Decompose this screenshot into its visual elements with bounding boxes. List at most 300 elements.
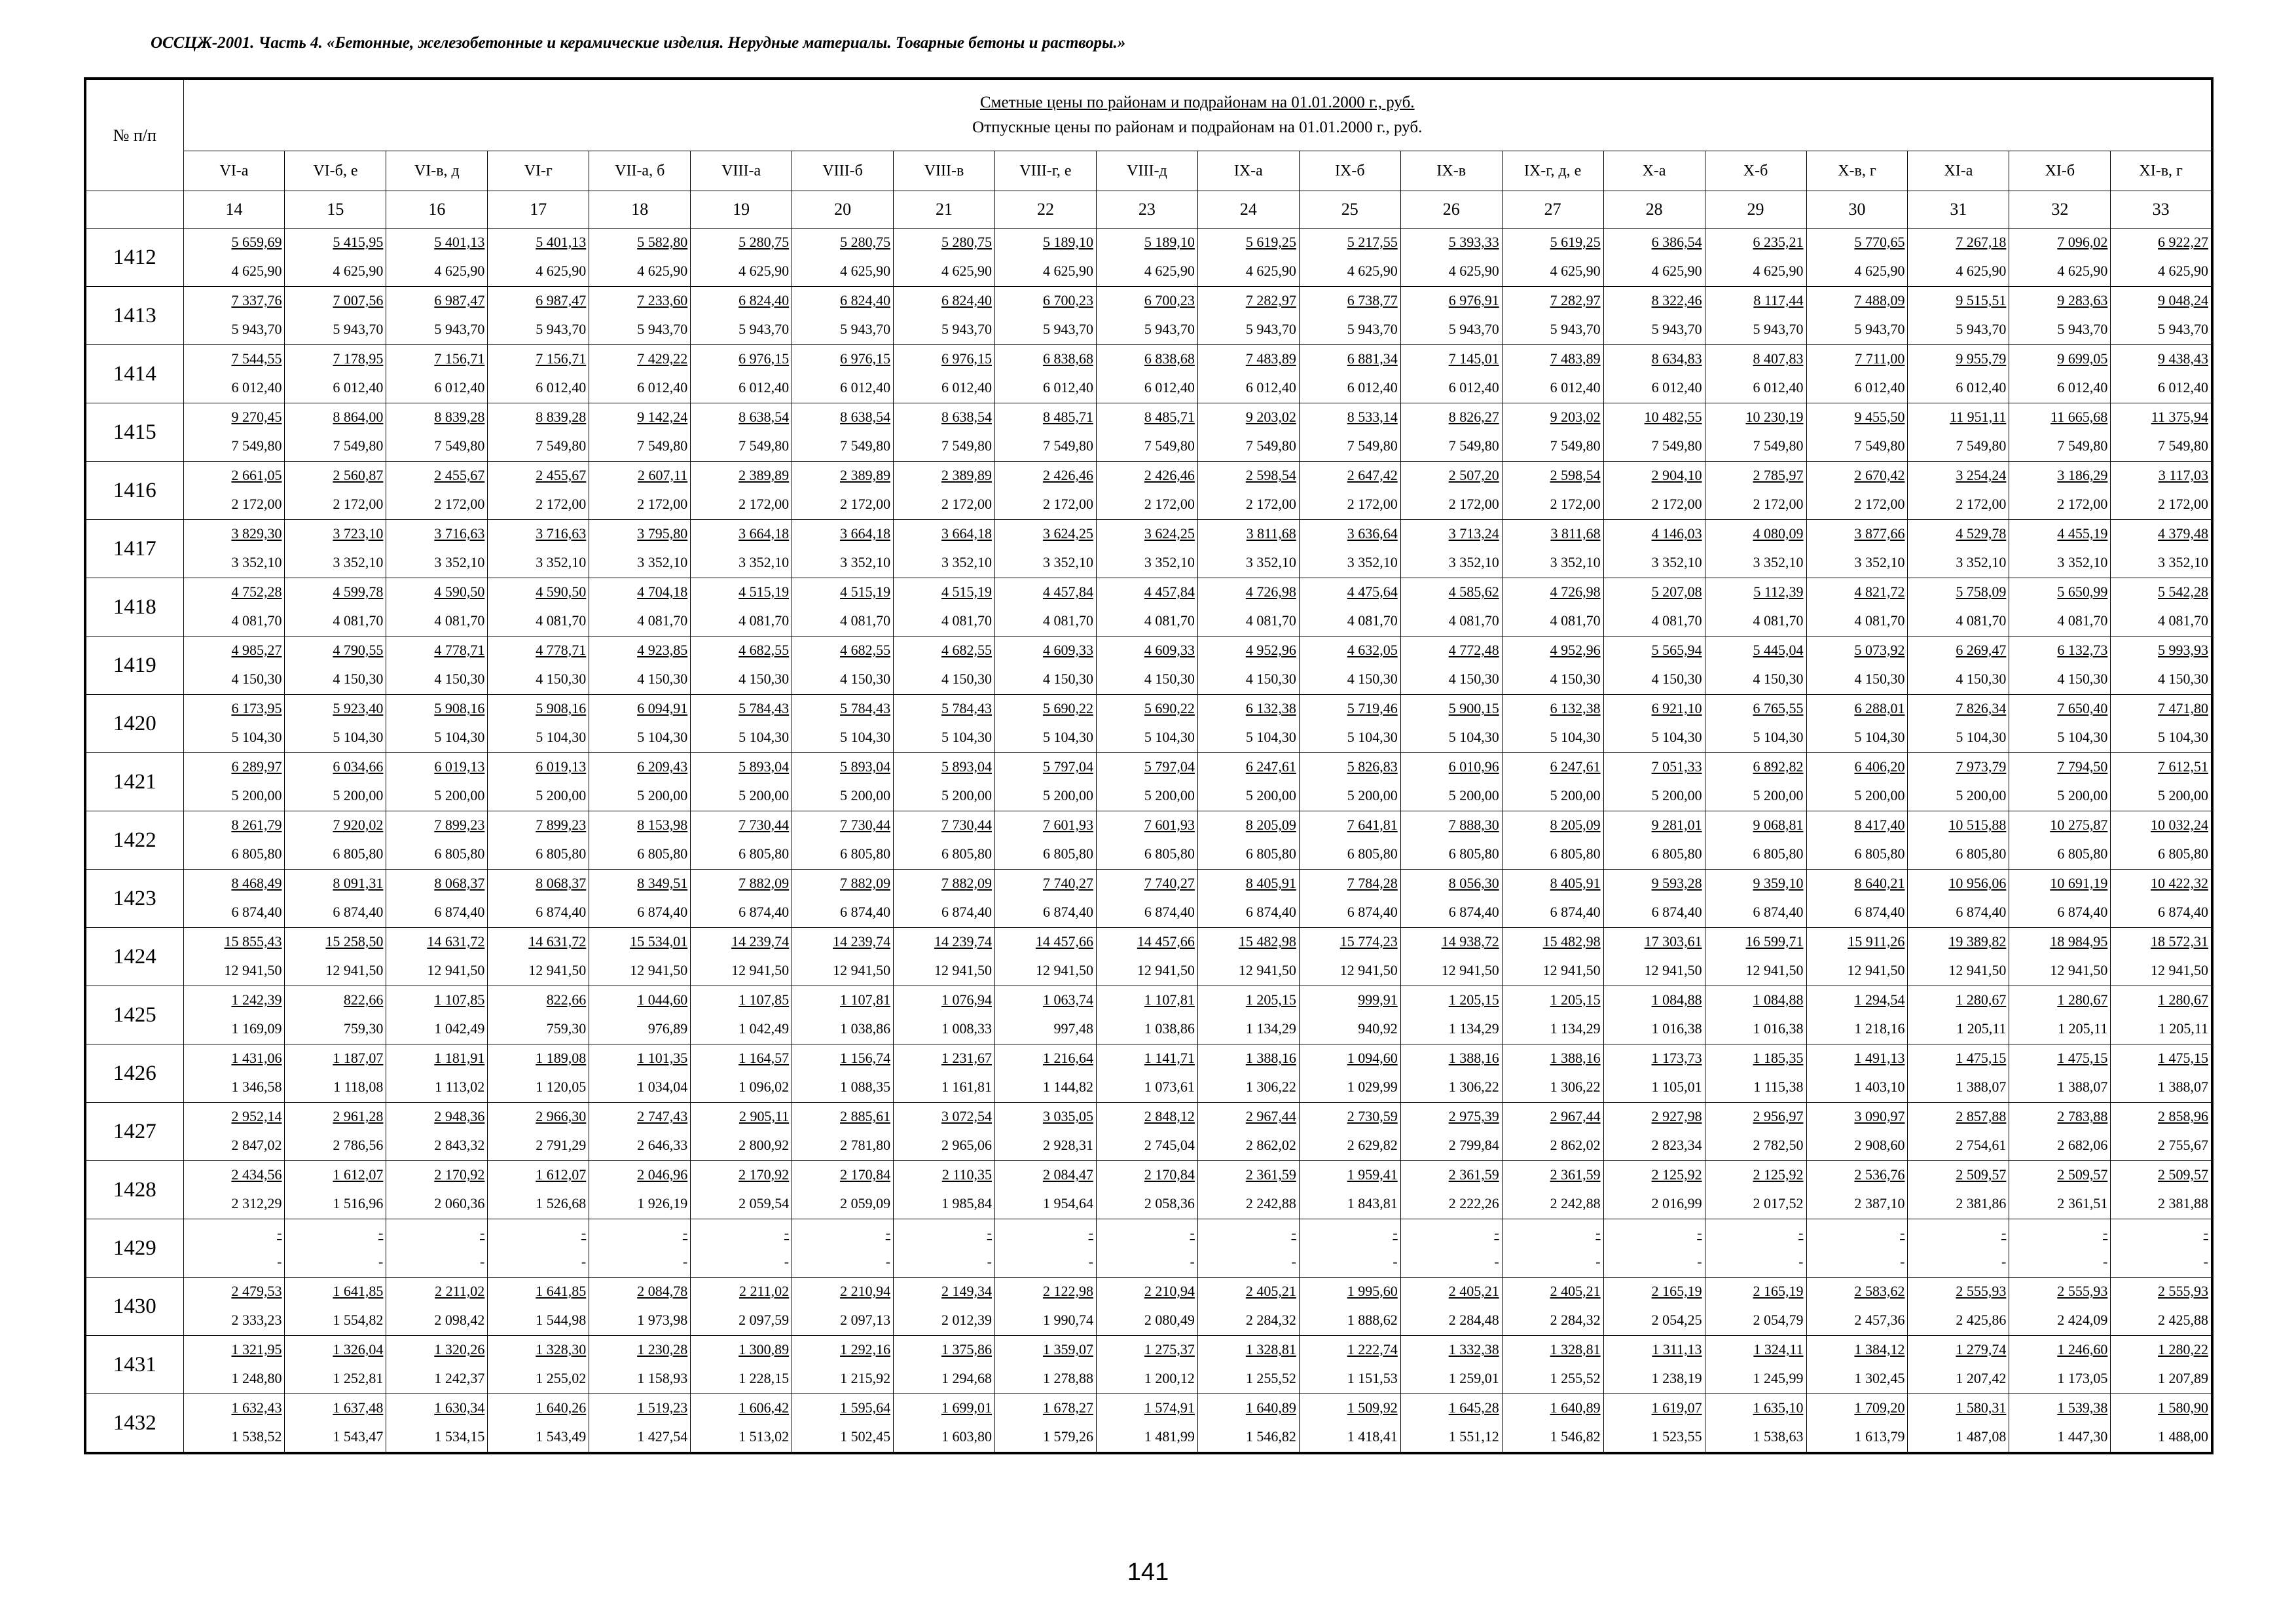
price-cell (995, 695, 1097, 753)
release-price: 4 150,30 (1956, 671, 2007, 687)
release-price: 6 805,80 (840, 845, 891, 862)
price-cell (386, 403, 488, 462)
estimated-price: 6 765,55 (1753, 700, 1804, 716)
price-cell (1197, 1103, 1299, 1161)
price-cell (1502, 403, 1603, 462)
estimated-price: 5 401,13 (434, 234, 485, 250)
release-price: 6 805,80 (1651, 845, 1702, 862)
price-cell (2009, 462, 2111, 520)
release-price: 12 941,50 (2151, 962, 2208, 978)
estimated-price: 1 635,10 (1753, 1399, 1804, 1416)
table-row (85, 462, 2212, 520)
release-price: 6 874,40 (2158, 904, 2208, 920)
price-cell (995, 345, 1097, 403)
release-price: - (1798, 1253, 1804, 1270)
price-cell (386, 462, 488, 520)
estimated-price: 5 393,33 (1448, 234, 1499, 250)
price-cell (2111, 753, 2212, 811)
release-price: 6 012,40 (1550, 379, 1601, 396)
release-price: 2 172,00 (1956, 496, 2007, 512)
price-cell (1908, 870, 2009, 928)
estimated-price: 6 976,91 (1448, 292, 1499, 308)
estimated-price: 5 280,75 (840, 234, 891, 250)
price-cell (1603, 695, 1705, 753)
price-cell (894, 637, 995, 695)
table-row (85, 1044, 2212, 1103)
estimated-price: 6 976,15 (738, 350, 790, 367)
release-price: 2 172,00 (1347, 496, 1398, 512)
price-cell (1603, 1336, 1705, 1394)
region-header: VIII-в (894, 151, 995, 191)
price-cell (1502, 345, 1603, 403)
price-cell (2009, 870, 2111, 928)
estimated-price: 7 784,28 (1347, 875, 1398, 891)
price-cell (1705, 1336, 1806, 1394)
price-cell (1299, 1278, 1400, 1336)
estimated-price: 2 905,11 (738, 1108, 790, 1124)
release-price: 4 081,70 (1042, 612, 1093, 629)
release-price: 3 352,10 (1956, 554, 2007, 570)
estimated-price: 8 117,44 (1753, 292, 1804, 308)
release-price: 5 200,00 (637, 787, 688, 803)
price-cell (1603, 637, 1705, 695)
price-cell (1705, 1219, 1806, 1278)
release-price: 2 016,99 (1651, 1195, 1702, 1211)
estimated-price: - (682, 1225, 688, 1241)
estimated-price: 6 922,27 (2158, 234, 2208, 250)
estimated-price: 5 900,15 (1448, 700, 1499, 716)
release-price: 2 284,48 (1448, 1312, 1499, 1328)
release-price: 7 549,80 (2158, 437, 2208, 454)
release-price: 6 874,40 (1550, 904, 1601, 920)
estimated-price: 1 645,28 (1448, 1399, 1499, 1416)
estimated-price: - (1088, 1225, 1093, 1241)
estimated-price: 2 479,53 (231, 1283, 282, 1299)
release-price: 1 096,02 (738, 1079, 790, 1095)
price-cell (2111, 695, 2212, 753)
price-cell (488, 1278, 589, 1336)
price-cell (1400, 1044, 1502, 1103)
estimated-price: 4 682,55 (738, 642, 790, 658)
price-cell (1096, 1394, 1197, 1454)
release-price: 2 172,00 (941, 496, 992, 512)
release-price: - (1393, 1253, 1398, 1270)
price-cell (285, 1161, 386, 1219)
release-price: 4 625,90 (2158, 263, 2208, 279)
release-price: 6 012,40 (333, 379, 384, 396)
estimated-price: 2 170,92 (434, 1166, 485, 1183)
estimated-price: 4 778,71 (434, 642, 485, 658)
price-cell (1806, 1044, 1908, 1103)
estimated-price: 5 542,28 (2158, 583, 2208, 600)
release-price: 2 222,26 (1448, 1195, 1499, 1211)
price-cell (894, 928, 995, 986)
price-cell (691, 928, 792, 986)
release-price: 3 352,10 (1448, 554, 1499, 570)
price-cell (995, 1278, 1097, 1336)
price-cell (1806, 1103, 1908, 1161)
price-cell (1400, 695, 1502, 753)
price-cell (1299, 1336, 1400, 1394)
estimated-price: 1 630,34 (434, 1399, 485, 1416)
estimated-price: 1 475,15 (2158, 1050, 2208, 1066)
release-price: 5 200,00 (1245, 787, 1296, 803)
release-price: 1 238,19 (1651, 1370, 1702, 1386)
release-price: 1 346,58 (231, 1079, 282, 1095)
release-price: 6 012,40 (637, 379, 688, 396)
price-cell (386, 928, 488, 986)
release-price: 1 990,74 (1042, 1312, 1093, 1328)
estimated-price: 5 908,16 (536, 700, 587, 716)
release-price: 5 104,30 (738, 729, 790, 745)
release-price: 6 874,40 (840, 904, 891, 920)
price-cell (792, 1161, 894, 1219)
estimated-price: 6 132,73 (2057, 642, 2108, 658)
price-cell (1096, 1336, 1197, 1394)
estimated-price: 7 483,89 (1245, 350, 1296, 367)
release-price: 1 245,99 (1753, 1370, 1804, 1386)
price-cell (1400, 753, 1502, 811)
release-price: 5 200,00 (1651, 787, 1702, 803)
release-price: 5 104,30 (1347, 729, 1398, 745)
release-price: 6 805,80 (536, 845, 587, 862)
release-price: 5 200,00 (1550, 787, 1601, 803)
price-cell (1908, 1044, 2009, 1103)
estimated-price: 3 664,18 (941, 525, 992, 542)
price-cell (1603, 870, 1705, 928)
price-cell (285, 287, 386, 345)
estimated-price: 4 379,48 (2158, 525, 2208, 542)
estimated-price: 5 565,94 (1651, 642, 1702, 658)
price-cell (1806, 462, 1908, 520)
estimated-price: 7 920,02 (333, 817, 384, 833)
estimated-price: 2 125,92 (1753, 1166, 1804, 1183)
estimated-price: 14 239,74 (934, 933, 992, 950)
price-cell (1400, 1394, 1502, 1454)
row-number: 1423 (85, 870, 183, 928)
column-number: 32 (2009, 191, 2111, 229)
price-cell (1603, 753, 1705, 811)
price-cell (285, 1394, 386, 1454)
release-price: 2 172,00 (738, 496, 790, 512)
estimated-price: 14 239,74 (731, 933, 790, 950)
estimated-price: 7 601,93 (1144, 817, 1195, 833)
price-cell (183, 345, 285, 403)
price-cell (2111, 1278, 2212, 1336)
price-cell (183, 1336, 285, 1394)
price-cell (995, 870, 1097, 928)
release-price: 1 042,49 (434, 1020, 485, 1037)
release-price: 4 150,30 (1854, 671, 1905, 687)
estimated-price: 1 509,92 (1347, 1399, 1398, 1416)
release-price: 2 058,36 (1144, 1195, 1195, 1211)
release-price: 7 549,80 (1144, 437, 1195, 454)
estimated-price: 2 661,05 (231, 467, 282, 483)
estimated-price: 2 961,28 (333, 1108, 384, 1124)
release-price: 4 625,90 (1550, 263, 1601, 279)
estimated-price: 4 952,96 (1550, 642, 1601, 658)
release-price: 4 150,30 (1245, 671, 1296, 687)
region-header: VI-а (183, 151, 285, 191)
estimated-price: 2 967,44 (1245, 1108, 1296, 1124)
release-price: 4 150,30 (738, 671, 790, 687)
price-cell (792, 753, 894, 811)
estimated-price: 5 784,43 (840, 700, 891, 716)
estimated-price: 2 361,59 (1448, 1166, 1499, 1183)
price-cell (792, 1394, 894, 1454)
release-price: 5 943,70 (1550, 321, 1601, 337)
price-cell (1603, 1394, 1705, 1454)
estimated-price: 1 637,48 (333, 1399, 384, 1416)
estimated-price: 8 205,09 (1550, 817, 1601, 833)
release-price: 6 805,80 (1753, 845, 1804, 862)
price-cell (1299, 462, 1400, 520)
release-price: 6 805,80 (2057, 845, 2108, 862)
price-cell (1400, 986, 1502, 1044)
price-cell (1502, 811, 1603, 870)
release-price: 4 081,70 (1753, 612, 1804, 629)
estimated-price: 1 326,04 (333, 1341, 384, 1357)
estimated-price: 1 187,07 (333, 1050, 384, 1066)
estimated-price: 1 280,22 (2158, 1341, 2208, 1357)
price-cell (1603, 462, 1705, 520)
release-price: 5 943,70 (536, 321, 587, 337)
estimated-price: 7 488,09 (1854, 292, 1905, 308)
release-price: 3 352,10 (840, 554, 891, 570)
estimated-price: - (1697, 1225, 1702, 1241)
estimated-price: 2 560,87 (333, 467, 384, 483)
release-price: 2 333,23 (231, 1312, 282, 1328)
price-cell (1096, 928, 1197, 986)
estimated-price: 2 966,30 (536, 1108, 587, 1124)
release-price: 2 682,06 (2057, 1137, 2108, 1153)
price-cell (589, 753, 691, 811)
price-cell (995, 287, 1097, 345)
release-price: 6 805,80 (1042, 845, 1093, 862)
release-price: 5 200,00 (434, 787, 485, 803)
price-cell (386, 1161, 488, 1219)
estimated-price: 6 019,13 (536, 758, 587, 775)
estimated-price: 7 730,44 (840, 817, 891, 833)
release-price: - (1900, 1253, 1905, 1270)
estimated-price: 1 388,16 (1448, 1050, 1499, 1066)
release-price: 6 805,80 (637, 845, 688, 862)
estimated-price: 1 375,86 (941, 1341, 992, 1357)
release-price: 2 786,56 (333, 1137, 384, 1153)
estimated-price: 8 091,31 (333, 875, 384, 891)
estimated-price: 3 636,64 (1347, 525, 1398, 542)
estimated-price: 6 881,34 (1347, 350, 1398, 367)
release-price: 1 134,29 (1245, 1020, 1296, 1037)
price-cell (488, 928, 589, 986)
price-cell (1096, 403, 1197, 462)
estimated-price: - (1291, 1225, 1296, 1241)
release-price: 976,89 (647, 1020, 688, 1037)
price-cell (792, 870, 894, 928)
release-price: 6 805,80 (1245, 845, 1296, 862)
price-cell (2111, 1044, 2212, 1103)
estimated-price: 4 515,19 (840, 583, 891, 600)
price-cell (1908, 1161, 2009, 1219)
price-cell (1502, 637, 1603, 695)
estimated-price: 15 911,26 (1848, 933, 1905, 950)
price-cell (285, 345, 386, 403)
estimated-price: 1 619,07 (1651, 1399, 1702, 1416)
release-price: 12 941,50 (731, 962, 790, 978)
table-row (85, 986, 2212, 1044)
price-cell (183, 986, 285, 1044)
estimated-price: 2 389,89 (738, 467, 790, 483)
estimated-price: 15 855,43 (224, 933, 282, 950)
price-cell (1705, 928, 1806, 986)
price-cell (1908, 1394, 2009, 1454)
price-cell (488, 1394, 589, 1454)
estimated-price: 2 607,11 (638, 467, 688, 483)
estimated-price: 8 349,51 (637, 875, 688, 891)
release-price: 2 782,50 (1753, 1137, 1804, 1153)
price-cell (995, 403, 1097, 462)
estimated-price: 7 612,51 (2158, 758, 2208, 775)
price-cell (1299, 870, 1400, 928)
row-number: 1421 (85, 753, 183, 811)
price-cell (1197, 1394, 1299, 1454)
estimated-price: 11 951,11 (1950, 409, 2007, 425)
price-cell (183, 1219, 285, 1278)
estimated-price: 3 713,24 (1448, 525, 1499, 542)
release-price: 1 008,33 (941, 1020, 992, 1037)
release-price: 5 104,30 (536, 729, 587, 745)
price-cell (1197, 1278, 1299, 1336)
price-cell (2111, 287, 2212, 345)
region-header: IX-г, д, е (1502, 151, 1603, 191)
price-cell (1908, 345, 2009, 403)
price-cell (894, 578, 995, 637)
estimated-price: 5 073,92 (1854, 642, 1905, 658)
estimated-price: 5 189,10 (1042, 234, 1093, 250)
price-cell (1096, 462, 1197, 520)
price-cell (995, 229, 1097, 287)
release-price: 4 150,30 (1042, 671, 1093, 687)
price-cell (995, 753, 1097, 811)
release-price: 5 104,30 (941, 729, 992, 745)
release-price: 5 200,00 (840, 787, 891, 803)
release-price: 2 059,09 (840, 1195, 891, 1211)
row-number: 1429 (85, 1219, 183, 1278)
price-cell (691, 287, 792, 345)
release-price: 6 874,40 (231, 904, 282, 920)
row-number: 1418 (85, 578, 183, 637)
region-header: XI-а (1908, 151, 2009, 191)
release-price: 5 200,00 (333, 787, 384, 803)
price-cell (1603, 1278, 1705, 1336)
price-cell (1705, 695, 1806, 753)
estimated-price: 4 529,78 (1956, 525, 2007, 542)
row-number: 1417 (85, 520, 183, 578)
release-price: 1 255,02 (536, 1370, 587, 1386)
price-cell (183, 578, 285, 637)
estimated-price: 7 282,97 (1550, 292, 1601, 308)
price-cell (488, 462, 589, 520)
price-cell (386, 1103, 488, 1161)
estimated-price: 1 107,85 (738, 991, 790, 1008)
price-cell (1096, 1219, 1197, 1278)
release-price: 2 862,02 (1550, 1137, 1601, 1153)
price-cell (2009, 1394, 2111, 1454)
release-price: 1 973,98 (637, 1312, 688, 1328)
estimated-price: 1 156,74 (840, 1050, 891, 1066)
price-cell (1197, 345, 1299, 403)
price-cell (792, 578, 894, 637)
estimated-price: 6 247,61 (1550, 758, 1601, 775)
price-cell (386, 637, 488, 695)
price-cell (386, 986, 488, 1044)
release-price: 2 847,02 (231, 1137, 282, 1153)
estimated-price: 1 181,91 (434, 1050, 485, 1066)
estimated-price: 3 186,29 (2057, 467, 2108, 483)
price-cell (285, 1336, 386, 1394)
table-row (85, 1219, 2212, 1278)
estimated-price: 6 019,13 (434, 758, 485, 775)
release-price: 1 543,47 (333, 1428, 384, 1445)
release-price: 5 104,30 (2057, 729, 2108, 745)
release-price: 1 088,35 (840, 1079, 891, 1095)
price-cell (792, 520, 894, 578)
release-price: 12 941,50 (1137, 962, 1195, 978)
release-price: 12 941,50 (630, 962, 688, 978)
estimated-price: 4 455,19 (2057, 525, 2108, 542)
release-price: 2 629,82 (1347, 1137, 1398, 1153)
price-cell (1908, 403, 2009, 462)
estimated-price: 2 536,76 (1854, 1166, 1905, 1183)
release-price: 3 352,10 (1854, 554, 1905, 570)
table-row (85, 345, 2212, 403)
estimated-price: 3 072,54 (941, 1108, 992, 1124)
estimated-price: 8 634,83 (1651, 350, 1702, 367)
release-price: 1 016,38 (1651, 1020, 1702, 1037)
release-price: 2 059,54 (738, 1195, 790, 1211)
price-cell (1299, 1161, 1400, 1219)
release-price: 7 549,80 (1753, 437, 1804, 454)
estimated-price: 9 048,24 (2158, 292, 2208, 308)
estimated-price: 1 699,01 (941, 1399, 992, 1416)
price-cell (1502, 287, 1603, 345)
row-number: 1415 (85, 403, 183, 462)
price-cell (2111, 928, 2212, 986)
price-cell (1197, 287, 1299, 345)
estimated-price: 1 107,81 (840, 991, 891, 1008)
price-cell (1299, 1103, 1400, 1161)
estimated-price: 3 090,97 (1854, 1108, 1905, 1124)
price-cell (691, 1219, 792, 1278)
price-cell (1299, 1219, 1400, 1278)
estimated-price: 6 173,95 (231, 700, 282, 716)
estimated-price: 7 882,09 (738, 875, 790, 891)
release-price: 1 252,81 (333, 1370, 384, 1386)
estimated-price: 5 401,13 (536, 234, 587, 250)
release-price: 1 161,81 (941, 1079, 992, 1095)
estimated-price: 9 281,01 (1651, 817, 1702, 833)
release-price: 2 425,86 (1956, 1312, 2007, 1328)
estimated-price: 7 337,76 (231, 292, 282, 308)
release-price: 4 625,90 (1956, 263, 2007, 279)
estimated-price: 7 145,01 (1448, 350, 1499, 367)
release-price: 1 488,00 (2158, 1428, 2208, 1445)
estimated-price: 2 210,94 (1144, 1283, 1195, 1299)
region-header: VI-в, д (386, 151, 488, 191)
release-price: 6 012,40 (231, 379, 282, 396)
estimated-price: 3 664,18 (840, 525, 891, 542)
estimated-price: 2 583,62 (1854, 1283, 1905, 1299)
